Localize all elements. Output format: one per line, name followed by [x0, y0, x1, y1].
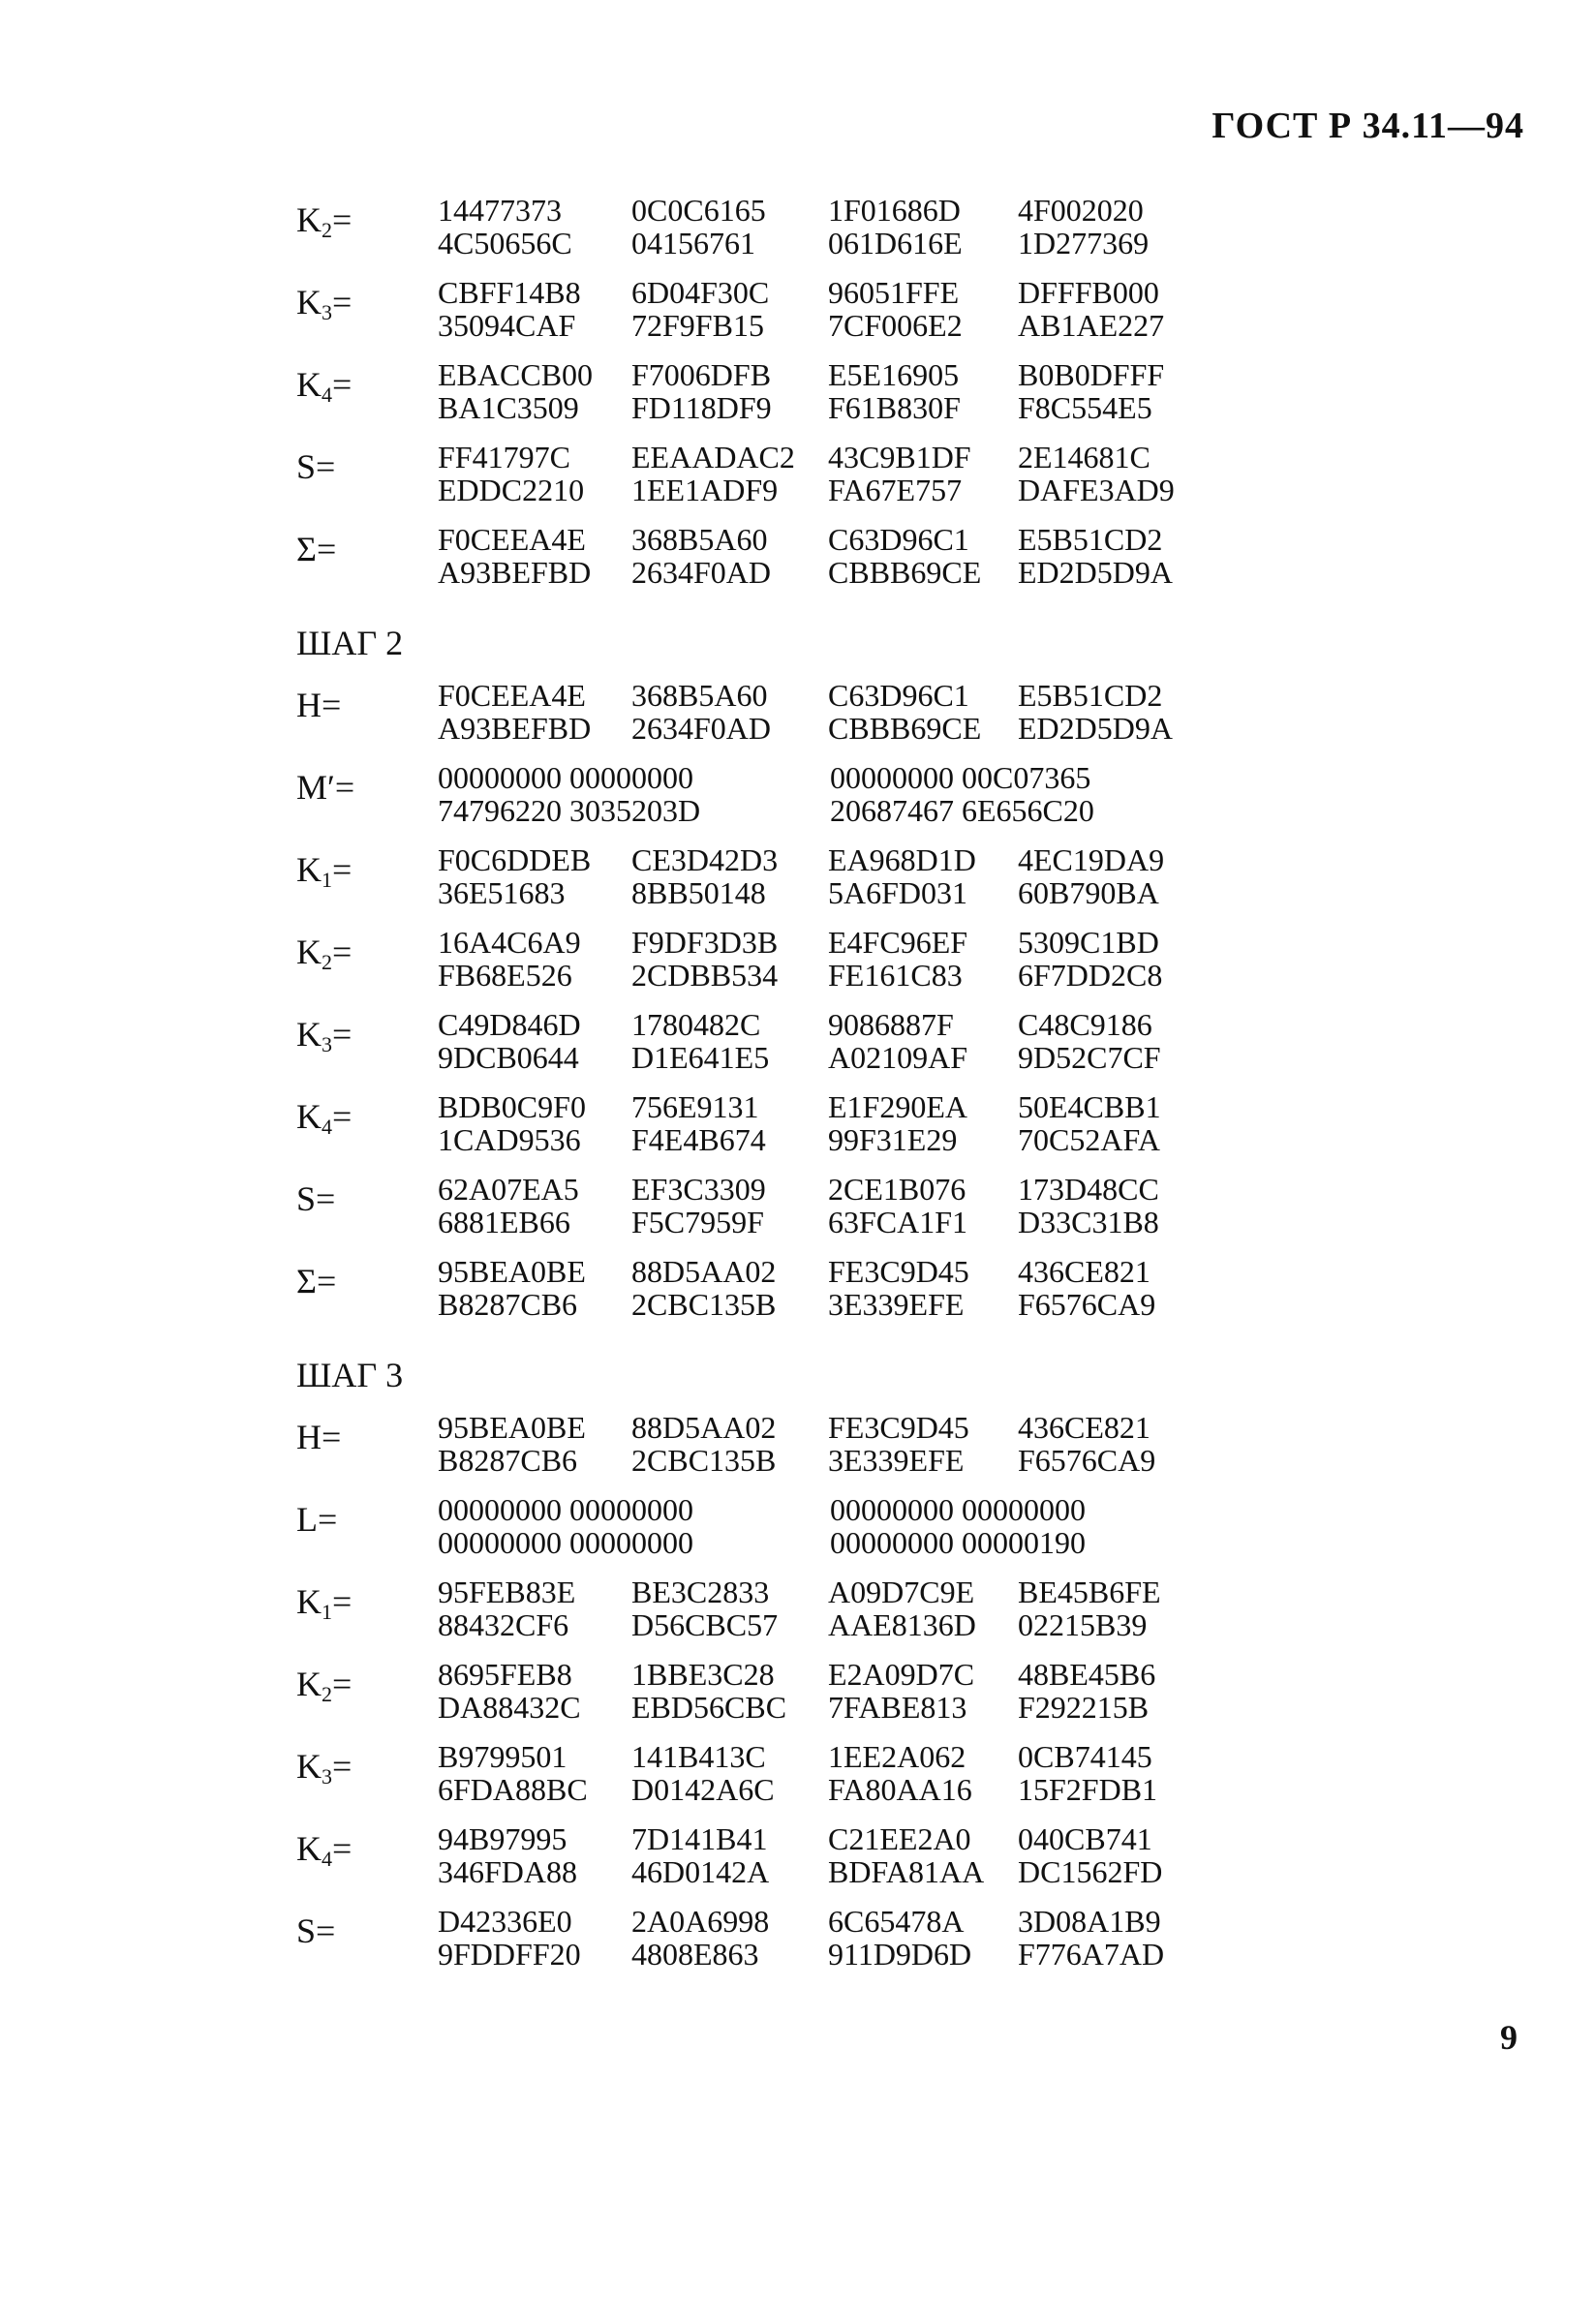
- hex-value: 173D48CC: [1018, 1172, 1159, 1207]
- value-block: [291, 1822, 1259, 1905]
- variable-subscript: 4: [322, 1847, 332, 1871]
- hex-value-grid: [438, 1008, 1212, 1074]
- hex-value: 20687467 6E656C20: [830, 793, 1094, 828]
- equals-sign: =: [332, 365, 353, 404]
- value-block: [291, 523, 1259, 605]
- value-block: [291, 1411, 1259, 1493]
- value-block: [291, 761, 1259, 843]
- hex-value: 6D04F30C: [631, 275, 770, 310]
- value-block: [291, 1658, 1259, 1740]
- hex-value: 4F002020: [1018, 193, 1144, 228]
- variable-name: K: [296, 1582, 322, 1621]
- hex-value: 36E51683: [438, 875, 566, 910]
- variable-name: Σ: [296, 530, 317, 568]
- hex-value: BE45B6FE: [1018, 1575, 1161, 1609]
- hex-value: F7006DFB: [631, 357, 772, 392]
- hex-value: 6881EB66: [438, 1205, 570, 1239]
- hex-value: BA1C3509: [438, 390, 579, 425]
- equals-sign: =: [334, 768, 355, 807]
- value-block: [291, 1575, 1259, 1658]
- step-heading: [291, 605, 1259, 679]
- variable-label: [296, 1178, 335, 1219]
- hex-value: 6F7DD2C8: [1018, 958, 1163, 993]
- hex-value: 8BB50148: [631, 875, 766, 910]
- hex-value: 46D0142A: [631, 1854, 770, 1889]
- step-label: ШАГ 2: [296, 624, 404, 662]
- hex-value-grid: [438, 1493, 1222, 1559]
- hex-value: B8287CB6: [438, 1287, 578, 1322]
- hex-value: 43C9B1DF: [828, 440, 971, 474]
- hex-value: 4808E863: [631, 1937, 759, 1972]
- variable-name: L: [296, 1500, 318, 1539]
- hex-value: FF41797C: [438, 440, 570, 474]
- hex-value: 63FCA1F1: [828, 1205, 968, 1239]
- variable-name: H: [296, 686, 322, 724]
- value-block: [291, 276, 1259, 358]
- equals-sign: =: [318, 1500, 338, 1539]
- hex-value: D56CBC57: [631, 1607, 779, 1642]
- hex-value: 14477373: [438, 193, 562, 228]
- hex-value: AAE8136D: [828, 1607, 976, 1642]
- hex-value: EA968D1D: [828, 842, 976, 877]
- value-block: [291, 1493, 1259, 1575]
- variable-subscript: 2: [322, 218, 332, 242]
- hex-value: CBBB69CE: [828, 711, 982, 746]
- variable-subscript: 3: [322, 300, 332, 324]
- hex-value: 88D5AA02: [631, 1254, 777, 1289]
- hex-value-grid: [438, 441, 1212, 506]
- hex-value-grid: [438, 1822, 1212, 1888]
- hex-value: BDFA81AA: [828, 1854, 985, 1889]
- equals-sign: =: [332, 283, 353, 321]
- hex-value: 2634F0AD: [631, 711, 772, 746]
- hex-value-grid: [438, 1740, 1212, 1806]
- hex-value: F61B830F: [828, 390, 961, 425]
- equals-sign: =: [316, 530, 337, 568]
- hex-value: EF3C3309: [631, 1172, 766, 1207]
- hex-value: 35094CAF: [438, 308, 576, 343]
- hex-value: F776A7AD: [1018, 1937, 1165, 1972]
- value-block: [291, 843, 1259, 926]
- hex-value: EDDC2210: [438, 473, 585, 507]
- hex-value: FE3C9D45: [828, 1254, 969, 1289]
- variable-label: [296, 364, 352, 408]
- hex-value: 1D277369: [1018, 226, 1150, 260]
- variable-label: [296, 446, 335, 487]
- hex-value: 0C0C6165: [631, 193, 766, 228]
- hex-value: 99F31E29: [828, 1122, 958, 1157]
- hex-value: F5C7959F: [631, 1205, 764, 1239]
- hex-value: F0CEEA4E: [438, 678, 586, 713]
- value-block: [291, 441, 1259, 523]
- variable-name: K: [296, 200, 322, 239]
- hex-value-grid: [438, 1090, 1212, 1156]
- value-block: [291, 358, 1259, 441]
- hex-value: 9086887F: [828, 1007, 954, 1042]
- variable-name: K: [296, 1747, 322, 1786]
- variable-label: [296, 1417, 341, 1457]
- hex-value: D0142A6C: [631, 1772, 775, 1807]
- page-number: 9: [1500, 2018, 1518, 2057]
- hex-value: 95FEB83E: [438, 1575, 576, 1609]
- hex-value: 6FDA88BC: [438, 1772, 588, 1807]
- hex-value: 040CB741: [1018, 1821, 1152, 1856]
- hex-value: 436CE821: [1018, 1410, 1150, 1445]
- variable-label: [296, 1499, 337, 1540]
- variable-name: K: [296, 1097, 322, 1136]
- value-block: [291, 1173, 1259, 1255]
- variable-name: K: [296, 1829, 322, 1868]
- value-block: [291, 1740, 1259, 1822]
- hex-value: 00000000 00000000: [438, 760, 693, 795]
- hex-value: D1E641E5: [631, 1040, 770, 1075]
- hex-value: 1BBE3C28: [631, 1657, 775, 1692]
- value-block: [291, 1008, 1259, 1090]
- hex-value: 00000000 00000000: [438, 1525, 693, 1560]
- step-heading: [291, 1337, 1259, 1411]
- hex-value: 1F01686D: [828, 193, 961, 228]
- hex-value: E5B51CD2: [1018, 522, 1163, 557]
- hex-value: 4C50656C: [438, 226, 572, 260]
- equals-sign: =: [316, 1262, 337, 1300]
- hex-value: C21EE2A0: [828, 1821, 971, 1856]
- hex-value: F0CEEA4E: [438, 522, 586, 557]
- hex-value: 7CF006E2: [828, 308, 963, 343]
- hex-value: BDB0C9F0: [438, 1089, 586, 1124]
- hex-value-grid: [438, 194, 1212, 260]
- hex-value-grid: [438, 523, 1212, 589]
- hex-value: B9799501: [438, 1739, 567, 1774]
- equals-sign: =: [332, 1665, 353, 1703]
- variable-label: [296, 849, 352, 893]
- variable-name: S: [296, 447, 317, 486]
- hex-value: 3E339EFE: [828, 1287, 965, 1322]
- hex-value: 04156761: [631, 226, 755, 260]
- variable-label: [296, 1746, 352, 1789]
- hex-value: CBFF14B8: [438, 275, 581, 310]
- hex-value: 756E9131: [631, 1089, 759, 1124]
- hex-value-grid: [438, 276, 1212, 342]
- hex-value: 141B413C: [631, 1739, 766, 1774]
- value-block: [291, 1905, 1259, 1987]
- hex-value: F6576CA9: [1018, 1287, 1156, 1322]
- hex-value: 00000000 00000190: [830, 1525, 1086, 1560]
- equals-sign: =: [316, 1179, 336, 1218]
- variable-subscript: 3: [322, 1032, 332, 1056]
- hex-value: 061D616E: [828, 226, 963, 260]
- hex-value: A09D7C9E: [828, 1575, 975, 1609]
- hex-value: 2CBC135B: [631, 1287, 777, 1322]
- equals-sign: =: [332, 933, 353, 971]
- equals-sign: =: [332, 1097, 353, 1136]
- hex-value: DA88432C: [438, 1690, 581, 1725]
- step-label: ШАГ 3: [296, 1356, 404, 1394]
- hex-value: 436CE821: [1018, 1254, 1150, 1289]
- hex-value: B0B0DFFF: [1018, 357, 1165, 392]
- hex-value: 88D5AA02: [631, 1410, 777, 1445]
- hex-value: 94B97995: [438, 1821, 567, 1856]
- variable-name: Σ: [296, 1262, 317, 1300]
- hex-value: 74796220 3035203D: [438, 793, 701, 828]
- hex-value: FA67E757: [828, 473, 963, 507]
- variable-label: [296, 1096, 352, 1140]
- hex-value: BE3C2833: [631, 1575, 770, 1609]
- hex-value: 2E14681C: [1018, 440, 1150, 474]
- hex-value-grid: [438, 1575, 1212, 1641]
- hex-value: 368B5A60: [631, 678, 768, 713]
- hex-value: C48C9186: [1018, 1007, 1152, 1042]
- hex-value: C63D96C1: [828, 522, 969, 557]
- variable-subscript: 3: [322, 1764, 332, 1789]
- equals-sign: =: [316, 447, 336, 486]
- hex-value: A93BEFBD: [438, 711, 592, 746]
- hex-value: 95BEA0BE: [438, 1410, 586, 1445]
- hex-value: B8287CB6: [438, 1443, 578, 1478]
- hex-value: 9DCB0644: [438, 1040, 579, 1075]
- page-header-title: ГОСТ Р 34.11—94: [1212, 106, 1524, 146]
- hex-value-grid: [438, 358, 1212, 424]
- hex-value: CE3D42D3: [631, 842, 779, 877]
- hex-value: F9DF3D3B: [631, 925, 779, 960]
- hex-value: 3D08A1B9: [1018, 1904, 1161, 1939]
- hex-value: ED2D5D9A: [1018, 711, 1173, 746]
- hex-value: 3E339EFE: [828, 1443, 965, 1478]
- hex-value: 00000000 00000000: [830, 1492, 1086, 1527]
- hex-value: 60B790BA: [1018, 875, 1159, 910]
- equals-sign: =: [316, 1911, 336, 1950]
- hex-value: 96051FFE: [828, 275, 960, 310]
- hex-value: E5E16905: [828, 357, 960, 392]
- hex-value: 16A4C6A9: [438, 925, 581, 960]
- hex-value: DAFE3AD9: [1018, 473, 1175, 507]
- hex-value: 00000000 00C07365: [830, 760, 1091, 795]
- hex-value: D42336E0: [438, 1904, 572, 1939]
- hex-value: EBACCB00: [438, 357, 594, 392]
- variable-subscript: 1: [322, 868, 332, 892]
- hex-value: 70C52AFA: [1018, 1122, 1160, 1157]
- variable-name: K: [296, 1665, 322, 1703]
- equals-sign: =: [332, 1582, 353, 1621]
- hex-value: EEAADAC2: [631, 440, 795, 474]
- hex-value: 50E4CBB1: [1018, 1089, 1161, 1124]
- hex-value: AB1AE227: [1018, 308, 1165, 343]
- hex-value: 62A07EA5: [438, 1172, 579, 1207]
- variable-label: [296, 529, 336, 569]
- variable-name: K: [296, 1015, 322, 1054]
- hex-value: DC1562FD: [1018, 1854, 1163, 1889]
- hex-value-grid: [438, 1173, 1212, 1238]
- hex-value: 346FDA88: [438, 1854, 578, 1889]
- hex-value: A93BEFBD: [438, 555, 592, 590]
- hex-value: 95BEA0BE: [438, 1254, 586, 1289]
- hex-value: 5A6FD031: [828, 875, 968, 910]
- equals-sign: =: [322, 1418, 342, 1456]
- variable-label: [296, 1581, 352, 1625]
- variable-label: [296, 1261, 336, 1301]
- hex-value: 7FABE813: [828, 1690, 967, 1725]
- equals-sign: =: [332, 850, 353, 889]
- variable-label: [296, 1911, 335, 1951]
- value-block: [291, 926, 1259, 1008]
- hex-value: 911D9D6D: [828, 1937, 972, 1972]
- hex-value: 1EE1ADF9: [631, 473, 779, 507]
- variable-name: S: [296, 1911, 317, 1950]
- hex-value: ED2D5D9A: [1018, 555, 1173, 590]
- value-block: [291, 1090, 1259, 1173]
- hex-value: E4FC96EF: [828, 925, 968, 960]
- hex-value: 368B5A60: [631, 522, 768, 557]
- hex-value: 15F2FDB1: [1018, 1772, 1158, 1807]
- equals-sign: =: [322, 686, 342, 724]
- hex-value: 00000000 00000000: [438, 1492, 693, 1527]
- hex-value-grid: [438, 679, 1212, 745]
- variable-name: M′: [296, 768, 335, 807]
- hex-value: F6576CA9: [1018, 1443, 1156, 1478]
- hex-value: 7D141B41: [631, 1821, 768, 1856]
- hex-value-grid: [438, 1905, 1212, 1971]
- hex-value: 88432CF6: [438, 1607, 569, 1642]
- hex-value: F8C554E5: [1018, 390, 1152, 425]
- variable-name: H: [296, 1418, 322, 1456]
- hex-value: 02215B39: [1018, 1607, 1148, 1642]
- variable-subscript: 2: [322, 1682, 332, 1706]
- equals-sign: =: [332, 1015, 353, 1054]
- hex-value: FE3C9D45: [828, 1410, 969, 1445]
- hex-value: 2CDBB534: [631, 958, 779, 993]
- hex-value: 1EE2A062: [828, 1739, 966, 1774]
- variable-label: [296, 1014, 352, 1057]
- variable-subscript: 1: [322, 1600, 332, 1624]
- hex-value-grid: [438, 926, 1212, 992]
- variable-label: [296, 199, 352, 243]
- hex-value: F4E4B674: [631, 1122, 766, 1157]
- variable-subscript: 4: [322, 382, 332, 407]
- variable-label: [296, 282, 352, 325]
- hex-value: A02109AF: [828, 1040, 968, 1075]
- variable-label: [296, 685, 341, 725]
- hex-value: E2A09D7C: [828, 1657, 975, 1692]
- variable-name: K: [296, 850, 322, 889]
- variable-subscript: 4: [322, 1115, 332, 1139]
- hex-value: DFFFB000: [1018, 275, 1159, 310]
- hex-value: 5309C1BD: [1018, 925, 1159, 960]
- hex-value: 48BE45B6: [1018, 1657, 1156, 1692]
- variable-name: S: [296, 1179, 317, 1218]
- equals-sign: =: [332, 1747, 353, 1786]
- hex-value: 2A0A6998: [631, 1904, 770, 1939]
- hex-value: 2634F0AD: [631, 555, 772, 590]
- hex-value: FB68E526: [438, 958, 572, 993]
- hex-value: 2CBC135B: [631, 1443, 777, 1478]
- variable-name: K: [296, 283, 322, 321]
- hex-value-grid: [438, 1658, 1212, 1724]
- hex-value: 6C65478A: [828, 1904, 965, 1939]
- hex-value: E1F290EA: [828, 1089, 967, 1124]
- hex-value: 1780482C: [631, 1007, 761, 1042]
- hex-value: 0CB74145: [1018, 1739, 1152, 1774]
- hex-value: 9FDDFF20: [438, 1937, 581, 1972]
- variable-name: K: [296, 933, 322, 971]
- variable-label: [296, 1664, 352, 1707]
- variable-label: [296, 767, 354, 808]
- hex-value: FE161C83: [828, 958, 963, 993]
- variable-name: K: [296, 365, 322, 404]
- hex-value: C63D96C1: [828, 678, 969, 713]
- equals-sign: =: [332, 200, 353, 239]
- hex-value: E5B51CD2: [1018, 678, 1163, 713]
- hex-value: 72F9FB15: [631, 308, 764, 343]
- hex-value: FD118DF9: [631, 390, 772, 425]
- hash-computation-values: [291, 194, 1259, 1987]
- hex-value: F0C6DDEB: [438, 842, 592, 877]
- variable-label: [296, 932, 352, 975]
- variable-subscript: 2: [322, 950, 332, 974]
- value-block: [291, 194, 1259, 276]
- equals-sign: =: [332, 1829, 353, 1868]
- hex-value: EBD56CBC: [631, 1690, 787, 1725]
- hex-value: 1CAD9536: [438, 1122, 581, 1157]
- hex-value: D33C31B8: [1018, 1205, 1159, 1239]
- hex-value-grid: [438, 1411, 1212, 1477]
- value-block: [291, 679, 1259, 761]
- variable-label: [296, 1828, 352, 1872]
- hex-value: C49D846D: [438, 1007, 581, 1042]
- hex-value: 8695FEB8: [438, 1657, 572, 1692]
- hex-value-grid: [438, 843, 1212, 909]
- hex-value-grid: [438, 1255, 1212, 1321]
- hex-value: 9D52C7CF: [1018, 1040, 1161, 1075]
- hex-value: CBBB69CE: [828, 555, 982, 590]
- value-block: [291, 1255, 1259, 1337]
- hex-value: 4EC19DA9: [1018, 842, 1165, 877]
- hex-value: FA80AA16: [828, 1772, 972, 1807]
- hex-value: F292215B: [1018, 1690, 1150, 1725]
- hex-value-grid: [438, 761, 1222, 827]
- hex-value: 2CE1B076: [828, 1172, 966, 1207]
